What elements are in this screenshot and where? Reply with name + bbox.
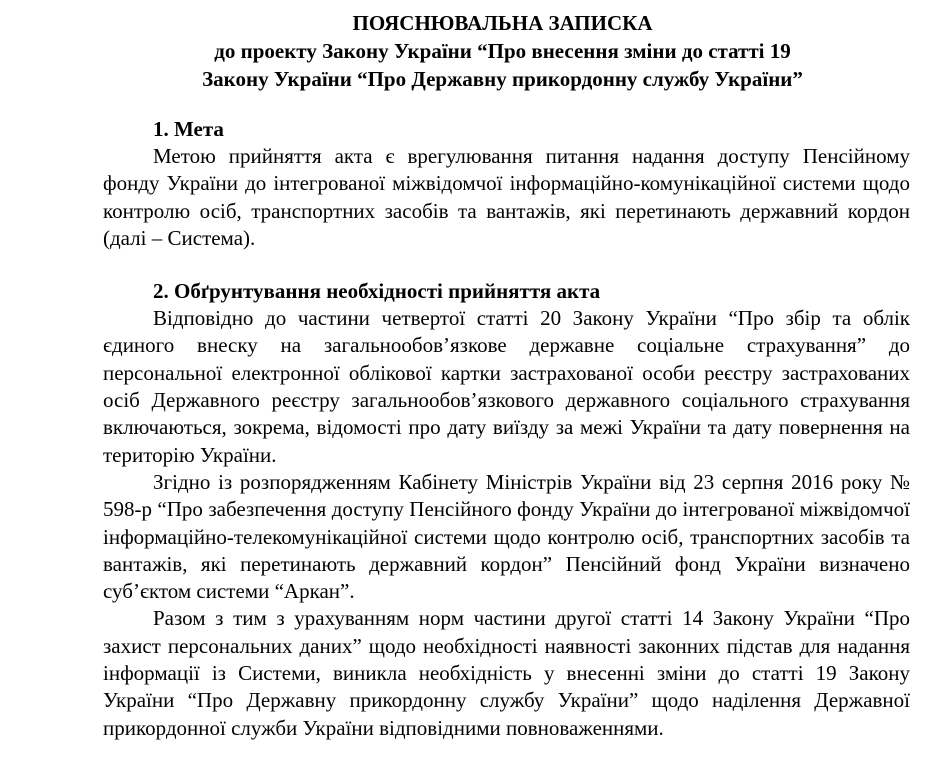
section-justification: [103, 278, 910, 742]
document-subtitle-line-1: до проекту Закону України “Про внесення зміни до статті 19: [214, 39, 791, 63]
paragraph-justification-2: Згідно із розпорядженням Кабінету Міністрів України від 23 серпня 2016 року № 598-р “Про забезпечення доступу Пенсійного фонду України до інтегрованої міжвідомчої інформаційно-телекомунікаційної системи щодо контролю осіб, транспортних засобів та вантажів, які перетинають державний кордон” Пенсійний фонд України визначено суб’єктом системи “Аркан”.: [103, 469, 910, 604]
paragraph-purpose-1: Метою прийняття акта є врегулювання питання надання доступу Пенсійному фонду України до інтегрованої міжвідомчої інформаційно-комунікаційної системи щодо контролю осіб, транспортних засобів та вантажів, які перетинають державний кордон (далі – Система).: [103, 144, 910, 250]
document-title: ПОЯСНЮВАЛЬНА ЗАПИСКА: [352, 11, 653, 35]
section-purpose: [103, 116, 910, 252]
title-block: [95, 0, 910, 93]
section-heading-purpose: 1. Мета: [153, 117, 224, 141]
section-heading-justification: 2. Обґрунтування необхідності прийняття акта: [153, 279, 601, 304]
paragraph-justification-1: Відповідно до частини четвертої статті 20 Закону України “Про збір та облік єдиного внеску на загальнообов’язкове державне соціальне страхування” до персональної електронної облікової картки застрахованої особи реєстру застрахованих осіб Державного реєстру загальнообов’язкового державного соціального страхування включаються, зокрема, відомості про дату виїзду за межі України та дату повернення на територію України.: [103, 306, 910, 467]
document-subtitle-line-2: Закону України “Про Державну прикордонну службу України”: [202, 67, 803, 91]
paragraph-justification-3: Разом з тим з урахуванням норм частини другої статті 14 Закону України “Про захист персональних даних” щодо необхідності наявності законних підстав для надання інформації із Системи, виникла необхідність у внесенні зміни до статті 19 Закону України “Про Державну прикордонну службу України” щодо наділення Державної прикордонної служби України відповідними повноваженнями.: [103, 606, 910, 740]
